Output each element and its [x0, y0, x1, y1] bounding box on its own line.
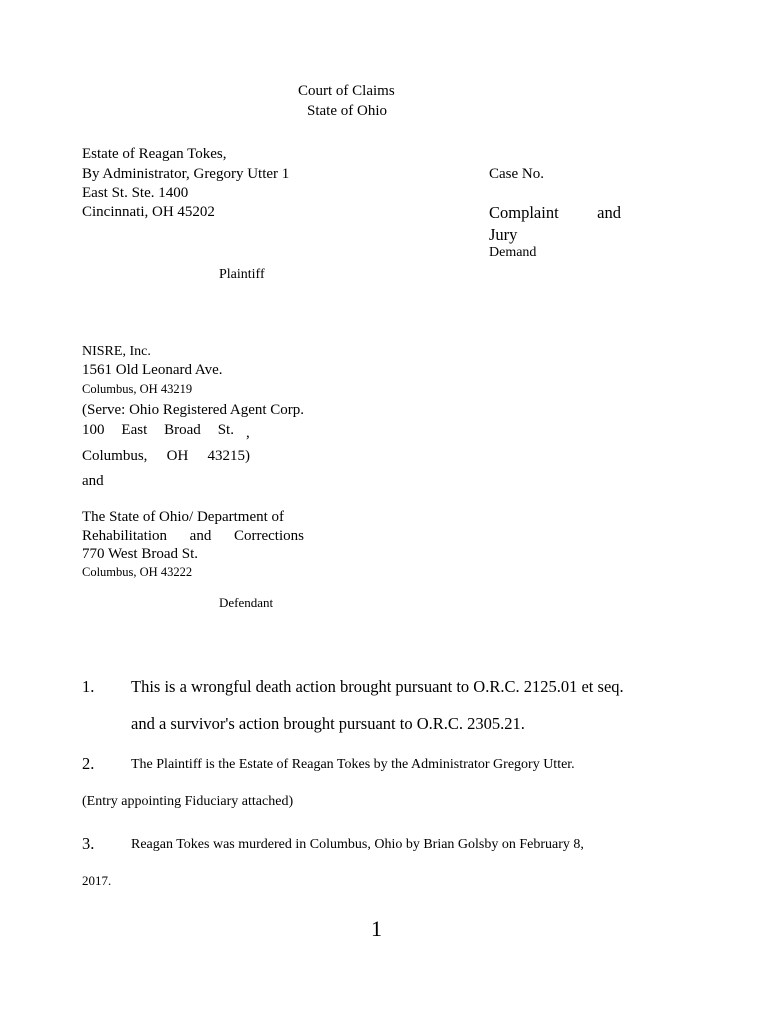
defendant1-line-3: Columbus, OH 43219	[82, 382, 193, 396]
court-title: Court of Claims	[298, 83, 395, 99]
paragraph-text: This is a wrongful death action brought pursuant to O.R.C. 2125.01 et seq.	[131, 677, 624, 696]
demand-heading: Demand	[489, 245, 537, 260]
defendant1-line-5	[82, 423, 234, 438]
paragraph-text: and a survivor's action brought pursuant to O.R.C. 2305.21.	[131, 714, 525, 733]
defendant1-line-5-word: 100	[82, 422, 105, 438]
defendant1-line-5-mark: ,	[246, 425, 250, 441]
defendant1-line-1: NISRE, Inc.	[82, 344, 151, 359]
complaint-word: Complaint	[489, 203, 559, 222]
complaint-and-word: and	[597, 203, 621, 222]
plaintiff-line-4: Cincinnati, OH 45202	[82, 204, 215, 220]
defendant1-line-6-word: 43215)	[207, 448, 250, 464]
and-connector: and	[82, 473, 104, 489]
paragraph-text: Reagan Tokes was murdered in Columbus, Ohio by Brian Golsby on February 8,	[131, 837, 584, 852]
paragraph-text: The Plaintiff is the Estate of Reagan Tokes by the Administrator Gregory Utter.	[131, 757, 575, 772]
defendant1-line-5-word: Broad	[164, 422, 201, 438]
paragraph-number: 2.	[82, 754, 95, 773]
defendant1-line-4: (Serve: Ohio Registered Agent Corp.	[82, 402, 305, 418]
defendant2-line-2-word: and	[189, 528, 212, 544]
defendant1-line-2: 1561 Old Leonard Ave.	[82, 362, 223, 378]
case-number-label: Case No.	[489, 166, 544, 182]
plaintiff-line-1: Estate of Reagan Tokes,	[82, 146, 227, 162]
plaintiff-line-2: By Administrator, Gregory Utter 1	[82, 166, 290, 182]
defendant1-line-6	[82, 449, 250, 464]
plaintiff-line-3: East St. Ste. 1400	[82, 185, 189, 201]
defendant2-line-3: 770 West Broad St.	[82, 546, 199, 562]
paragraph-text: 2017.	[82, 873, 112, 888]
plaintiff-role: Plaintiff	[219, 267, 265, 282]
defendant1-line-5-word: East	[121, 422, 148, 438]
defendant1-line-5-word: St.	[217, 422, 234, 438]
page-number: 1	[371, 916, 382, 941]
complaint-heading	[489, 205, 621, 222]
paragraph-number: 3.	[82, 834, 95, 853]
state-title: State of Ohio	[307, 103, 387, 119]
defendant2-role: Defendant	[219, 595, 274, 610]
paragraph-text: (Entry appointing Fiduciary attached)	[82, 794, 294, 809]
defendant1-line-6-word: Columbus,	[82, 448, 148, 464]
defendant2-line-2-word: Corrections	[234, 528, 304, 544]
defendant2-line-4: Columbus, OH 43222	[82, 565, 193, 579]
defendant2-line-2-word: Rehabilitation	[82, 528, 167, 544]
defendant1-line-6-word: OH	[166, 448, 189, 464]
paragraph-number: 1.	[82, 677, 95, 696]
defendant2-line-2	[82, 529, 304, 544]
defendant2-line-1: The State of Ohio/ Department of	[82, 509, 285, 525]
jury-heading: Jury	[489, 225, 518, 244]
